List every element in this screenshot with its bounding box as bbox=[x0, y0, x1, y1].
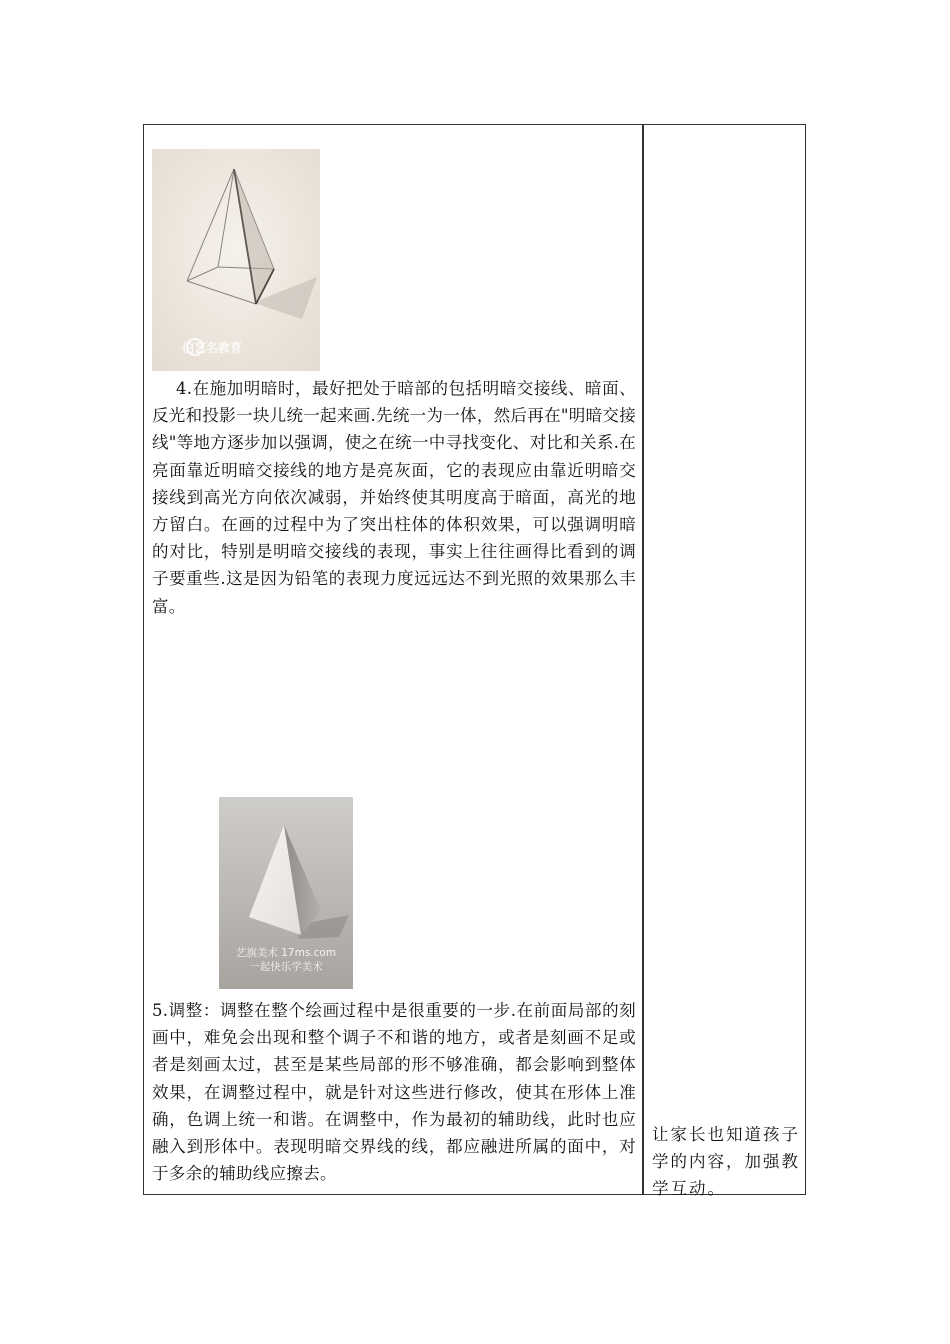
sketch-watermark: 伯艺名教育 bbox=[182, 341, 243, 355]
content-column bbox=[144, 125, 642, 1194]
photo-watermark-line-1: 艺旗美术 17ms.com bbox=[235, 947, 337, 959]
lesson-table bbox=[143, 124, 806, 1199]
step-5-paragraph: 5.调整：调整在整个绘画过程中是很重要的一步.在前面局部的刻画中，难免会出现和整个调子不和谐的地方，或者是刻画不足或者是刻画太过，甚至是某些局部的形不够准确，都会影响到整体效果，在调整过程中，就是针对这些进行修改，使其在形体上准确，色调上统一和谐。在调整中，作为最初的辅助线，此时也应融入到形体中。表现明暗交界线的线，都应融进所属的面中，对于多余的辅助线应擦去。 bbox=[152, 1001, 636, 1184]
notes-column bbox=[644, 125, 804, 1199]
photo-watermark-line-2: 一起快乐学美术 bbox=[249, 961, 323, 973]
step-4-paragraph: 4.在施加明暗时，最好把处于暗部的包括明暗交接线、暗面、反光和投影一块儿统一起来画.先统一为一体，然后再在"明暗交接线"等地方逐步加以强调，使之在统一中寻找变化、对比和关系.在亮面靠近明暗交接线的地方是亮灰面，它的表现应由靠近明暗交接线到高光方向依次减弱，并始终使其明度高于暗面，高光的地方留白。在画的过程中为了突出柱体的体积效果，可以强调明暗的对比，特别是明暗交接线的表现，事实上往往画得比看到的调子要重些.这是因为铅笔的表现力度远远达不到光照的效果那么丰富。 bbox=[152, 379, 636, 616]
pyramid-sketch-drawing bbox=[152, 149, 320, 371]
pyramid-photo-image bbox=[219, 797, 353, 989]
teaching-note: 让家长也知道孩子学的内容，加强教学互动。 bbox=[652, 1125, 800, 1199]
pyramid-line-sketch-image bbox=[152, 149, 320, 371]
